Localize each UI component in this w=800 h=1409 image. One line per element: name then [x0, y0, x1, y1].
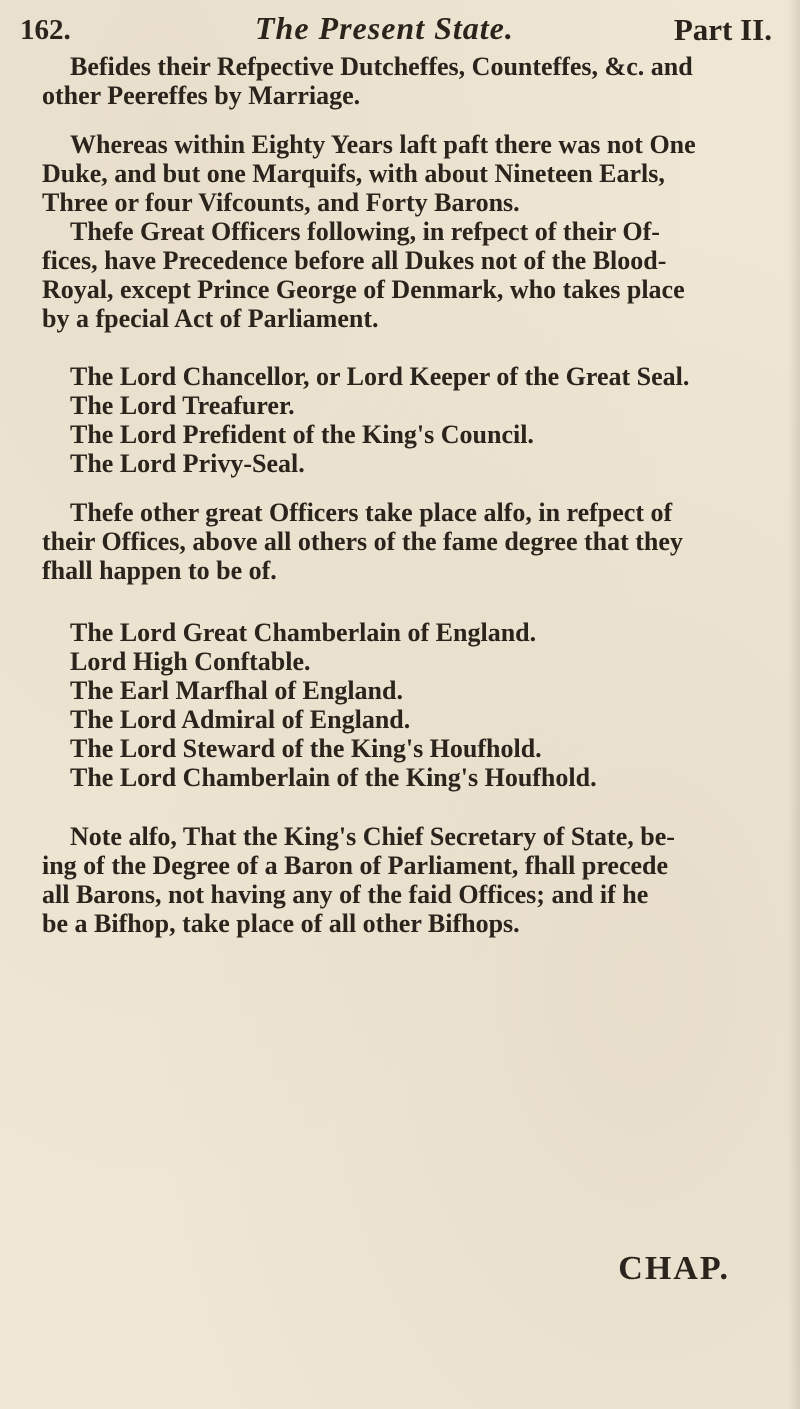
- officer-entry: Lord High Conftable.: [70, 647, 311, 676]
- text-line: fhall happen to be of.: [42, 556, 277, 585]
- page-number: 162.: [20, 14, 71, 46]
- text-line: by a fpecial Act of Parliament.: [42, 304, 379, 333]
- officer-entry: The Lord Privy-Seal.: [70, 449, 305, 478]
- text-line: Duke, and but one Marquifs, with about Nineteen Earls,: [42, 159, 665, 188]
- text-line: other Peereffes by Marriage.: [42, 81, 361, 110]
- text-line: their Offices, above all others of the fame degree that they: [42, 527, 683, 556]
- officer-entry: The Lord Prefident of the King's Council.: [70, 420, 534, 449]
- part-label: Part II.: [673, 12, 772, 47]
- officer-entry: The Lord Treafurer.: [70, 391, 295, 420]
- paragraph-note: [42, 822, 772, 938]
- page-header: [20, 8, 780, 52]
- paragraph-besides: [42, 52, 772, 110]
- text-line: Thefe other great Officers take place alfo, in refpect of: [70, 498, 673, 527]
- officers-list-precedence: [42, 362, 772, 478]
- text-line: Royal, except Prince George of Denmark, who takes place: [42, 275, 685, 304]
- text-line: ing of the Degree of a Baron of Parliament, fhall precede: [42, 851, 669, 880]
- paragraph-whereas: [42, 130, 772, 333]
- page-edge-shadow: [788, 0, 800, 1409]
- officer-entry: The Lord Chancellor, or Lord Keeper of the Great Seal.: [70, 362, 690, 391]
- officer-entry: The Lord Chamberlain of the King's Houfhold.: [70, 763, 597, 792]
- text-line: all Barons, not having any of the faid Offices; and if he: [42, 880, 649, 909]
- running-title: The Present State.: [255, 10, 514, 46]
- text-line: be a Bifhop, take place of all other Bifhops.: [42, 909, 520, 938]
- officer-entry: The Lord Admiral of England.: [70, 705, 411, 734]
- catchword: CHAP.: [618, 1250, 730, 1287]
- officers-list-great: [42, 618, 772, 792]
- text-line: Befides their Refpective Dutcheffes, Counteffes, &c. and: [70, 52, 693, 81]
- officer-entry: The Earl Marfhal of England.: [70, 676, 403, 705]
- paragraph-these-other: [42, 498, 772, 585]
- text-line: Three or four Vifcounts, and Forty Barons.: [42, 188, 520, 217]
- text-line: fices, have Precedence before all Dukes not of the Blood-: [42, 246, 667, 275]
- officer-entry: The Lord Steward of the King's Houfhold.: [70, 734, 542, 763]
- officer-entry: The Lord Great Chamberlain of England.: [70, 618, 537, 647]
- text-line: Note alfo, That the King's Chief Secretary of State, be-: [70, 822, 675, 851]
- text-line: Whereas within Eighty Years laft paft there was not One: [70, 130, 696, 159]
- text-line: Thefe Great Officers following, in refpect of their Of-: [70, 217, 660, 246]
